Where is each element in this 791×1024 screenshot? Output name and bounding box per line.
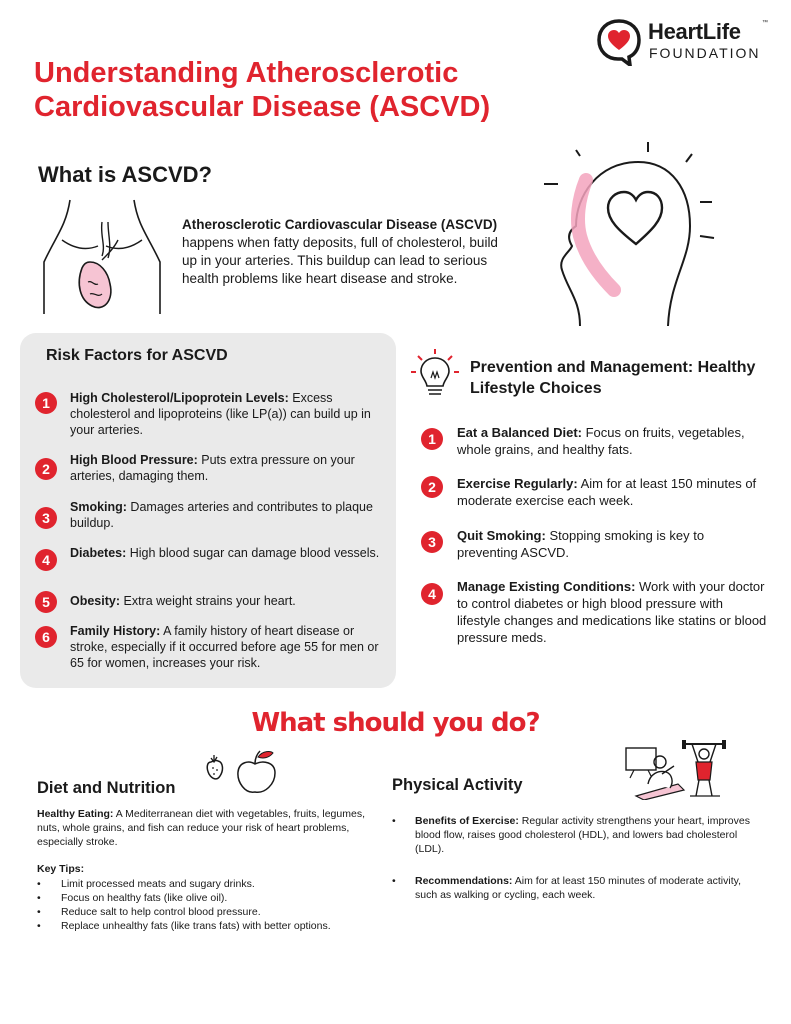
risk-number-5: 5 — [35, 591, 57, 613]
diet-heading: Diet and Nutrition — [37, 779, 176, 797]
list-item — [392, 814, 752, 856]
what-text: happens when fatty deposits, full of cholesterol, build up in your arteries. This buildup can lead to serious health problems like heart disease and stroke. — [182, 235, 498, 286]
what-heading: What is ASCVD? — [38, 162, 212, 187]
key-tips-list — [37, 877, 347, 933]
recommendations-text: Aim for at least 150 minutes of moderate activity, such as walking or cycling, each week. — [415, 875, 742, 901]
risk-item — [70, 452, 380, 484]
list-item: • Reduce salt to help control blood pressure. — [37, 905, 347, 919]
risk-heading: Risk Factors for ASCVD — [46, 347, 228, 364]
prevention-number-4: 4 — [421, 583, 443, 605]
prevention-item-text: Work with your doctor to control diabetes or high blood pressure with lifestyle changes and medications like statins or blood pressure meds. — [457, 579, 767, 645]
strawberry-apple-icon — [205, 748, 280, 796]
list-item: • Limit processed meats and sugary drinks. — [37, 877, 347, 891]
chest-heart-icon — [42, 196, 162, 316]
list-item — [392, 874, 752, 902]
risk-item — [70, 593, 380, 609]
risk-item-label: Smoking: — [70, 500, 127, 514]
prevention-item-text: Stopping smoking is key to preventing ASCVD. — [457, 528, 705, 560]
what-bold: Atherosclerotic Cardiovascular Disease (ASCVD) — [182, 217, 498, 232]
brand-logo — [596, 18, 776, 68]
risk-number-6: 6 — [35, 626, 57, 648]
healthy-eating-label: Healthy Eating: — [37, 808, 114, 820]
prevention-item-label: Manage Existing Conditions: — [457, 579, 636, 594]
prevention-number-3: 3 — [421, 531, 443, 553]
prevention-item-label: Quit Smoking: — [457, 528, 546, 543]
prevention-number-2: 2 — [421, 476, 443, 498]
recommendations-label: Recommendations: — [415, 875, 513, 887]
prevention-item — [457, 424, 767, 458]
prevention-item-label: Exercise Regularly: — [457, 476, 578, 491]
risk-item — [70, 545, 380, 561]
risk-number-4: 4 — [35, 549, 57, 571]
prevention-heading: Prevention and Management: Healthy Lifestyle Choices — [470, 359, 756, 397]
list-item: • Focus on healthy fats (like olive oil). — [37, 891, 347, 905]
risk-item-label: Diabetes: — [70, 546, 127, 560]
physical-list — [392, 814, 752, 902]
physical-heading: Physical Activity — [392, 776, 523, 794]
prevention-item-text: Aim for at least 150 minutes of moderate exercise each week. — [457, 476, 757, 508]
risk-item — [70, 390, 380, 438]
risk-item — [70, 623, 380, 671]
prevention-item — [457, 578, 767, 646]
prevention-item-label: Eat a Balanced Diet: — [457, 425, 582, 440]
risk-item-text: Extra weight strains your heart. — [120, 594, 296, 608]
what-description — [182, 216, 502, 288]
risk-item-text: A family history of heart disease or stroke, especially if it occurred before age 55 for men or 65 for women, increases your risk. — [70, 624, 379, 670]
head-heart-icon — [540, 140, 730, 330]
risk-item-label: High Blood Pressure: — [70, 453, 198, 467]
prevention-number-1: 1 — [421, 428, 443, 450]
healthy-eating-body: A Mediterranean diet with vegetables, fruits, legumes, nuts, whole grains, and fish can reduce your risk of heart problems, especially stroke. — [37, 808, 365, 848]
risk-item-text: Puts extra pressure on your arteries, damaging them. — [70, 453, 355, 483]
risk-item-label: Obesity: — [70, 594, 121, 608]
risk-item — [70, 499, 380, 531]
risk-item-text: Damages arteries and contributes to plaque buildup. — [70, 500, 373, 530]
benefits-text: Regular activity strengthens your heart, improves blood flow, raises good cholesterol (HDL), and lowers bad cholesterol (LDL). — [415, 815, 750, 855]
risk-item-label: High Cholesterol/Lipoprotein Levels: — [70, 391, 289, 405]
benefits-label: Benefits of Exercise: — [415, 815, 519, 827]
trademark: ™ — [762, 20, 768, 26]
risk-number-3: 3 — [35, 507, 57, 529]
list-item: • Replace unhealthy fats (like trans fats) with better options. — [37, 919, 347, 933]
heart-chat-logo-icon — [596, 18, 642, 66]
lightbulb-icon — [410, 348, 460, 400]
risk-number-2: 2 — [35, 458, 57, 480]
brand-subtitle: FOUNDATION — [649, 45, 761, 61]
risk-item-text: Excess cholesterol and lipoproteins (like LP(a)) can build up in your arteries. — [70, 391, 371, 437]
brand-name: HeartLife — [648, 19, 741, 44]
risk-item-label: Family History: — [70, 624, 161, 638]
key-tips-heading: Key Tips: — [37, 863, 85, 875]
page-title: Understanding Atherosclerotic Cardiovascular Disease (ASCVD) — [34, 57, 491, 123]
prevention-item-text: Focus on fruits, vegetables, whole grains, and healthy fats. — [457, 425, 745, 457]
what-should-you-do-heading: What should you do? — [251, 708, 540, 738]
healthy-eating-text — [37, 807, 377, 849]
prevention-item — [457, 475, 767, 509]
risk-item-text: High blood sugar can damage blood vessels. — [126, 546, 380, 560]
prevention-item — [457, 527, 767, 561]
exercise-icon — [620, 740, 730, 800]
risk-number-1: 1 — [35, 392, 57, 414]
